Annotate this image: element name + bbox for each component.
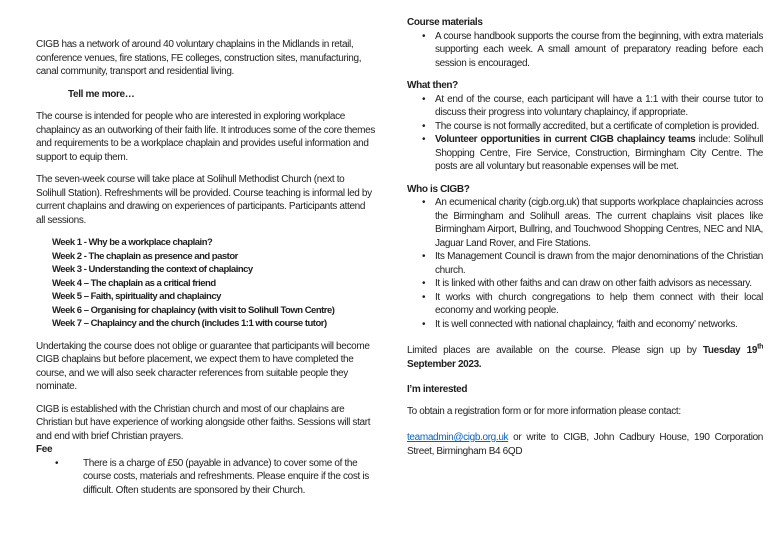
fee-bullet-text: There is a charge of £50 (payable in advance) to cover some of the course costs, materials and refreshments. Please enquire if the cost is difficult. Often students are sponsored by their Church. — [83, 457, 369, 496]
week-item-3: Week 3 - Understanding the context of chaplaincy — [52, 264, 253, 275]
postal-address-text: or write to CIGB, John Cadbury House, 190 Corporation Street, Birmingham B4 6QD — [407, 432, 763, 457]
who-bullet-1 — [407, 196, 763, 250]
what-then-bullet-2 — [407, 120, 763, 134]
left-column — [36, 38, 375, 497]
bullet-icon — [422, 133, 425, 147]
bullet-icon — [422, 291, 425, 305]
bullet-icon — [55, 457, 58, 471]
who-bullet-2 — [407, 250, 763, 277]
bullet-icon — [422, 196, 425, 210]
what-then-bullet-2-text: The course is not formally accredited, but a certificate of completion is provided. — [435, 120, 759, 132]
volunteer-opportunities-text — [435, 133, 763, 174]
who-bullet-3 — [407, 277, 763, 291]
volunteer-opportunities-bold: Volunteer opportunities in current CIGB chaplaincy teams — [435, 134, 696, 145]
bullet-icon — [422, 250, 425, 264]
course-materials-bullet-text: A course handbook supports the course from the beginning, with extra materials supporting each week. A small amount of preparatory reading before each session is encouraged. — [435, 30, 763, 69]
what-then-bullet-1-text: At end of the course, each participant will have a 1:1 with their course tutor to discuss their progress into voluntary chaplaincy, if appropriate. — [435, 93, 763, 118]
fee-bullet-item — [36, 457, 375, 498]
week-item-5: Week 5 – Faith, spirituality and chaplaincy — [52, 291, 221, 302]
cigb-established-paragraph: CIGB is established with the Christian church and most of our chaplains are Christian but have experience of working alongside other faiths. Sessions will start and end with brief Christian prayers. — [36, 403, 371, 442]
undertaking-paragraph: Undertaking the course does not oblige or guarantee that participants will become CIGB chaplains but before placement, we expect them to have completed the course, and we will also seek character references from suitable people they nominate. — [36, 340, 370, 392]
week-item-1: Week 1 - Why be a workplace chaplain? — [52, 237, 213, 248]
bullet-icon — [422, 120, 425, 134]
who-bullet-5-text: It is well connected with national chaplaincy, ‘faith and economy’ networks. — [435, 318, 738, 330]
who-bullet-4 — [407, 291, 763, 318]
volunteer-opportunities-bullet — [407, 133, 763, 174]
limited-places-note — [407, 344, 763, 371]
tell-me-more-heading: Tell me more… — [68, 88, 135, 100]
section-course-materials — [407, 16, 763, 70]
section-who-is-cigb — [407, 183, 763, 332]
what-then-heading: What then? — [407, 80, 458, 91]
ordinal-suffix: th — [757, 343, 764, 351]
who-is-cigb-heading: Who is CIGB? — [407, 183, 470, 195]
email-link[interactable]: teamadmin@cigb.org.uk — [407, 432, 509, 443]
who-bullet-5 — [407, 318, 763, 332]
who-bullet-3-text: It is linked with other faiths and can draw on other faith advisors as necessary. — [435, 278, 752, 289]
section-what-then — [407, 79, 763, 174]
bullet-icon — [422, 277, 425, 291]
week-item-2: Week 2 - The chaplain as presence and pastor — [52, 250, 238, 262]
who-bullet-4-text: It works with church congregations to help them connect with their local economy and working people. — [435, 291, 763, 316]
limited-places-text: Limited places are available on the course. Please sign up by — [407, 345, 703, 356]
intro-paragraph: CIGB has a network of around 40 voluntary chaplains in the Midlands in retail, conference venues, fire stations, FE colleges, construction sites, manufacturing, canal community, transport and residential living. — [36, 39, 362, 77]
course-materials-heading: Course materials — [407, 17, 483, 28]
what-then-bullet-1 — [407, 93, 763, 120]
who-bullet-1-text: An ecumenical charity (cigb.org.uk) that supports workplace chaplaincies across the Birmingham and Solihull areas. The current chaplains visit places like Birmingham Airport, Bullring, and Touchwood Shopping Centres, NEC and NIA, Jaguar Land Rover, and Fire Stations. — [435, 197, 763, 249]
course-materials-bullet — [407, 30, 763, 71]
volunteer-opportunities-rest: include: Solihull Shopping Centre, Fire Service, Construction, Birmingham City Centre. The posts are all voluntary but reasonable expenses will be met. — [435, 134, 764, 172]
course-intended-paragraph: The course is intended for people who are interested in exploring workplace chaplaincy as an outworking of their faith life. It introduces some of the core themes and requirements to be a workplace chaplain and provides useful information and support to equip them. — [36, 111, 375, 163]
seven-week-paragraph: The seven-week course will take place at Solihull Methodist Church (next to Solihull Station). Refreshments will be provided. Course teaching is informal led by current chaplains and drawing on experiences of participants. Participants attend all sessions. — [36, 174, 372, 226]
signup-deadline-month: September 2023. — [407, 358, 482, 370]
contact-instruction: To obtain a registration form or for more information please contact: — [407, 405, 681, 417]
week-item-7: Week 7 – Chaplaincy and the church (includes 1:1 with course tutor) — [52, 318, 327, 329]
fee-heading: Fee — [36, 444, 53, 455]
week-list — [52, 236, 375, 331]
contact-paragraph — [407, 431, 763, 458]
im-interested-heading: I’m interested — [407, 384, 468, 395]
week-item-6: Week 6 – Organising for chaplaincy (with visit to Solihull Town Centre) — [52, 304, 335, 316]
week-item-4: Week 4 – The chaplain as a critical friend — [52, 277, 216, 289]
right-column — [407, 16, 763, 467]
bullet-icon — [422, 30, 425, 44]
bullet-icon — [422, 318, 425, 332]
signup-deadline-day: Tuesday 19 — [702, 345, 758, 356]
bullet-icon — [422, 93, 425, 107]
who-bullet-2-text: Its Management Council is drawn from the major denominations of the Christian church. — [435, 251, 763, 276]
